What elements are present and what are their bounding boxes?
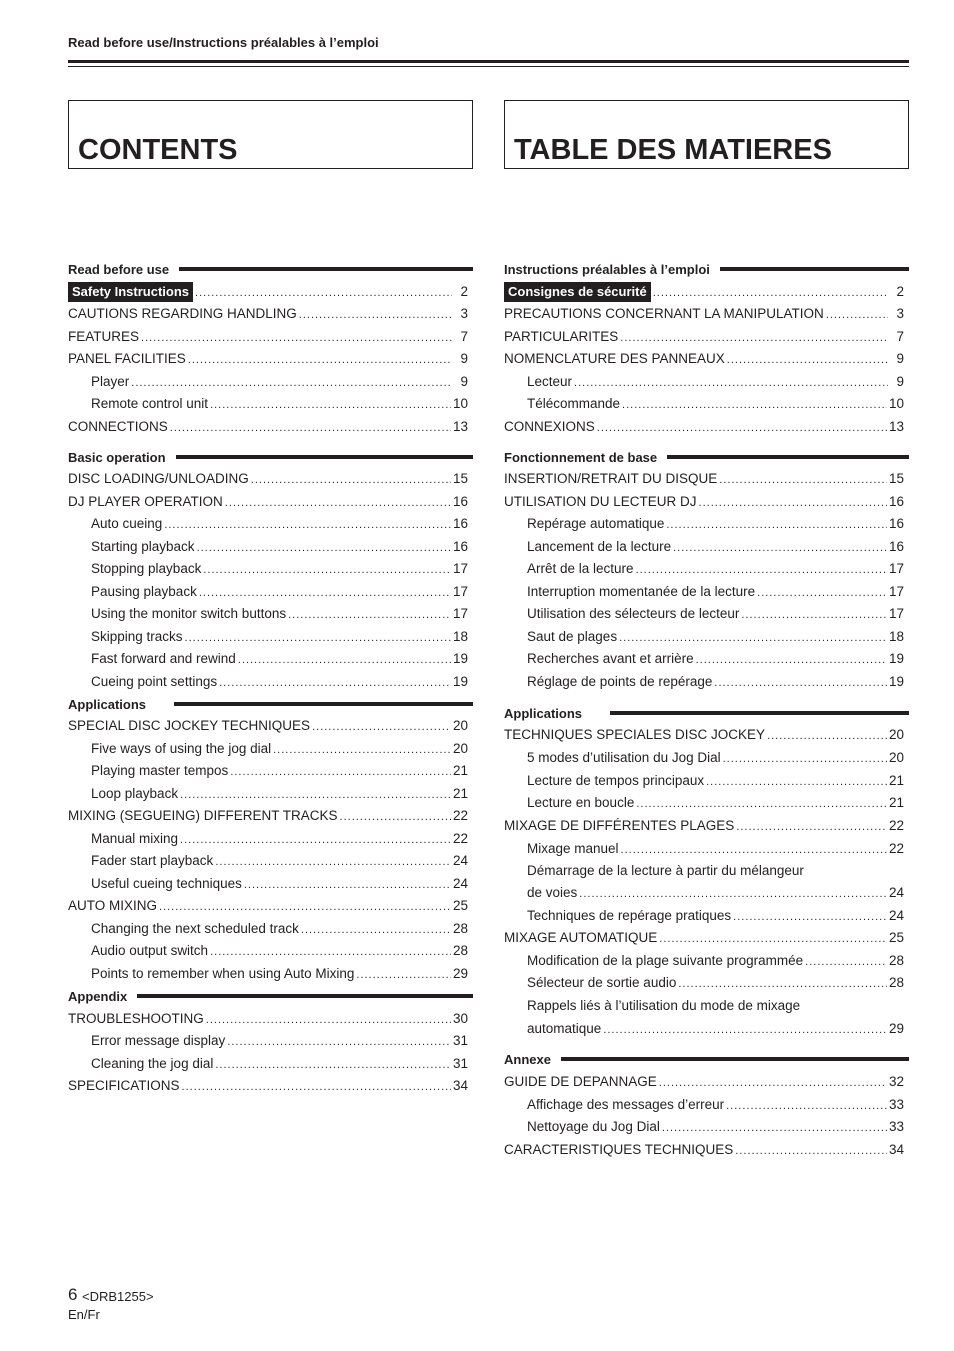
contents-column-en bbox=[68, 100, 473, 1169]
toc-entry[interactable]: PRECAUTIONS CONCERNANT LA MANIPULATION ..... 3 bbox=[504, 304, 904, 324]
section-heading-fonctionnement-de-base: Fonctionnement de base bbox=[504, 448, 909, 466]
toc-subentry[interactable]: Modification de la plage suivante programmée ..... 28 bbox=[504, 951, 904, 971]
toc-subentry[interactable]: Interruption momentanée de la lecture ..... 17 bbox=[504, 582, 904, 602]
toc-entry[interactable]: PARTICULARITES ..... 7 bbox=[504, 327, 904, 347]
toc-entry[interactable]: TECHNIQUES SPECIALES DISC JOCKEY ..... 20 bbox=[504, 725, 904, 745]
toc-subentry[interactable]: Nettoyage du Jog Dial ..... 33 bbox=[504, 1117, 904, 1137]
toc-entry[interactable]: MIXAGE AUTOMATIQUE ..... 25 bbox=[504, 928, 904, 948]
section-heading-read-before-use: Read before use bbox=[68, 260, 473, 278]
toc-entry[interactable]: GUIDE DE DEPANNAGE ..... 32 bbox=[504, 1072, 904, 1092]
toc-subentry[interactable]: Arrêt de la lecture ..... 17 bbox=[504, 559, 904, 579]
toc-entry-consignes-de-securite[interactable]: Consignes de sécurité ..... 2 bbox=[504, 282, 904, 302]
toc-subentry[interactable]: Starting playback ..... 16 bbox=[68, 537, 468, 557]
contents-column-fr bbox=[504, 100, 909, 1169]
contents-title-fr: TABLE DES MATIERES bbox=[514, 134, 832, 166]
toc-subentry[interactable]: Stopping playback ..... 17 bbox=[68, 559, 468, 579]
toc-subentry[interactable]: Audio output switch ..... 28 bbox=[68, 941, 468, 961]
contents-list-en bbox=[68, 169, 473, 1169]
toc-subentry[interactable]: Rappels liés à l’utilisation du mode de mixage bbox=[527, 998, 801, 1013]
toc-subentry[interactable]: Points to remember when using Auto Mixing ..... 29 bbox=[68, 964, 468, 984]
contents-title-box-fr bbox=[504, 100, 909, 169]
toc-entry[interactable]: PANEL FACILITIES ..... 9 bbox=[68, 349, 468, 369]
toc-subentry[interactable]: Lecture de tempos principaux ..... 21 bbox=[504, 771, 904, 791]
toc-entry[interactable]: TROUBLESHOOTING ..... 30 bbox=[68, 1009, 468, 1029]
toc-entry[interactable]: CAUTIONS REGARDING HANDLING ..... 3 bbox=[68, 304, 468, 324]
toc-subentry[interactable]: Repérage automatique ..... 16 bbox=[504, 514, 904, 534]
toc-subentry[interactable]: Utilisation des sélecteurs de lecteur ..... 17 bbox=[504, 604, 904, 624]
running-header: Read before use/Instructions préalables à l’emploi bbox=[68, 35, 379, 50]
toc-subentry[interactable]: Affichage des messages d’erreur ..... 33 bbox=[504, 1095, 904, 1115]
toc-subentry[interactable]: Cueing point settings ..... 19 bbox=[68, 672, 468, 692]
section-heading-applications-fr: Applications bbox=[504, 704, 909, 722]
toc-entry[interactable]: MIXING (SEGUEING) DIFFERENT TRACKS ..... 22 bbox=[68, 806, 468, 826]
section-heading-annexe: Annexe bbox=[504, 1050, 909, 1068]
section-heading-applications: Applications bbox=[68, 695, 473, 713]
header-rule-thin bbox=[68, 66, 909, 67]
section-heading-appendix: Appendix bbox=[68, 987, 473, 1005]
toc-subentry[interactable]: Mixage manuel ..... 22 bbox=[504, 839, 904, 859]
language-code: En/Fr bbox=[68, 1307, 100, 1322]
toc-subentry[interactable]: Cleaning the jog dial ..... 31 bbox=[68, 1054, 468, 1074]
toc-entry-safety-instructions[interactable]: Safety Instructions ..... 2 bbox=[68, 282, 468, 302]
section-heading-instructions-prealables: Instructions préalables à l’emploi bbox=[504, 260, 909, 278]
toc-subentry[interactable]: Fast forward and rewind ..... 19 bbox=[68, 649, 468, 669]
toc-entry[interactable]: NOMENCLATURE DES PANNEAUX ..... 9 bbox=[504, 349, 904, 369]
section-heading-basic-operation: Basic operation bbox=[68, 448, 473, 466]
toc-subentry[interactable]: Manual mixing ..... 22 bbox=[68, 829, 468, 849]
toc-subentry[interactable]: Lancement de la lecture ..... 16 bbox=[504, 537, 904, 557]
toc-subentry[interactable]: 5 modes d’utilisation du Jog Dial ..... 20 bbox=[504, 748, 904, 768]
contents-title: CONTENTS bbox=[78, 134, 238, 166]
toc-subentry[interactable]: Sélecteur de sortie audio ..... 28 bbox=[504, 973, 904, 993]
toc-subentry[interactable]: Techniques de repérage pratiques ..... 24 bbox=[504, 906, 904, 926]
toc-entry[interactable]: CONNECTIONS ..... 13 bbox=[68, 417, 468, 437]
toc-entry[interactable]: INSERTION/RETRAIT DU DISQUE ..... 15 bbox=[504, 469, 904, 489]
toc-subentry[interactable]: Auto cueing ..... 16 bbox=[68, 514, 468, 534]
toc-entry[interactable]: DJ PLAYER OPERATION ..... 16 bbox=[68, 492, 468, 512]
toc-subentry[interactable]: Télécommande ..... 10 bbox=[504, 394, 904, 414]
toc-subentry[interactable]: Recherches avant et arrière ..... 19 bbox=[504, 649, 904, 669]
toc-entry[interactable]: CARACTERISTIQUES TECHNIQUES ..... 34 bbox=[504, 1140, 904, 1160]
toc-subentry[interactable]: Lecteur ..... 9 bbox=[504, 372, 904, 392]
header-rule bbox=[68, 60, 909, 63]
toc-subentry[interactable]: de voies ..... 24 bbox=[504, 883, 904, 903]
toc-entry[interactable]: CONNEXIONS ..... 13 bbox=[504, 417, 904, 437]
toc-subentry[interactable]: Useful cueing techniques ..... 24 bbox=[68, 874, 468, 894]
page-number: 6 bbox=[68, 1285, 78, 1304]
toc-subentry[interactable]: Error message display ..... 31 bbox=[68, 1031, 468, 1051]
toc-subentry[interactable]: Fader start playback ..... 24 bbox=[68, 851, 468, 871]
toc-subentry[interactable]: Réglage de points de repérage ..... 19 bbox=[504, 672, 904, 692]
toc-subentry[interactable]: Lecture en boucle ..... 21 bbox=[504, 793, 904, 813]
contents-list-fr bbox=[504, 169, 909, 1169]
toc-entry[interactable]: UTILISATION DU LECTEUR DJ ..... 16 bbox=[504, 492, 904, 512]
toc-subentry[interactable]: Using the monitor switch buttons ..... 17 bbox=[68, 604, 468, 624]
toc-entry[interactable]: SPECIFICATIONS ..... 34 bbox=[68, 1076, 468, 1096]
toc-entry[interactable]: AUTO MIXING ..... 25 bbox=[68, 896, 468, 916]
document-code: <DRB1255> bbox=[82, 1289, 154, 1304]
toc-subentry[interactable]: Démarrage de la lecture à partir du mélangeur bbox=[527, 863, 804, 878]
toc-entry[interactable]: MIXAGE DE DIFFÉRENTES PLAGES ..... 22 bbox=[504, 816, 904, 836]
toc-subentry[interactable]: Playing master tempos ..... 21 bbox=[68, 761, 468, 781]
toc-subentry[interactable]: Skipping tracks ..... 18 bbox=[68, 627, 468, 647]
toc-subentry[interactable]: Player ..... 9 bbox=[68, 372, 468, 392]
toc-subentry[interactable]: Five ways of using the jog dial ..... 20 bbox=[68, 739, 468, 759]
toc-subentry[interactable]: Changing the next scheduled track ..... 28 bbox=[68, 919, 468, 939]
toc-subentry[interactable]: Remote control unit ..... 10 bbox=[68, 394, 468, 414]
toc-entry[interactable]: SPECIAL DISC JOCKEY TECHNIQUES ..... 20 bbox=[68, 716, 468, 736]
contents-title-box bbox=[68, 100, 473, 169]
toc-subentry[interactable]: automatique ..... 29 bbox=[504, 1019, 904, 1039]
toc-subentry[interactable]: Loop playback ..... 21 bbox=[68, 784, 468, 804]
toc-entry[interactable]: FEATURES ..... 7 bbox=[68, 327, 468, 347]
toc-subentry[interactable]: Saut de plages ..... 18 bbox=[504, 627, 904, 647]
toc-subentry[interactable]: Pausing playback ..... 17 bbox=[68, 582, 468, 602]
toc-entry[interactable]: DISC LOADING/UNLOADING ..... 15 bbox=[68, 469, 468, 489]
